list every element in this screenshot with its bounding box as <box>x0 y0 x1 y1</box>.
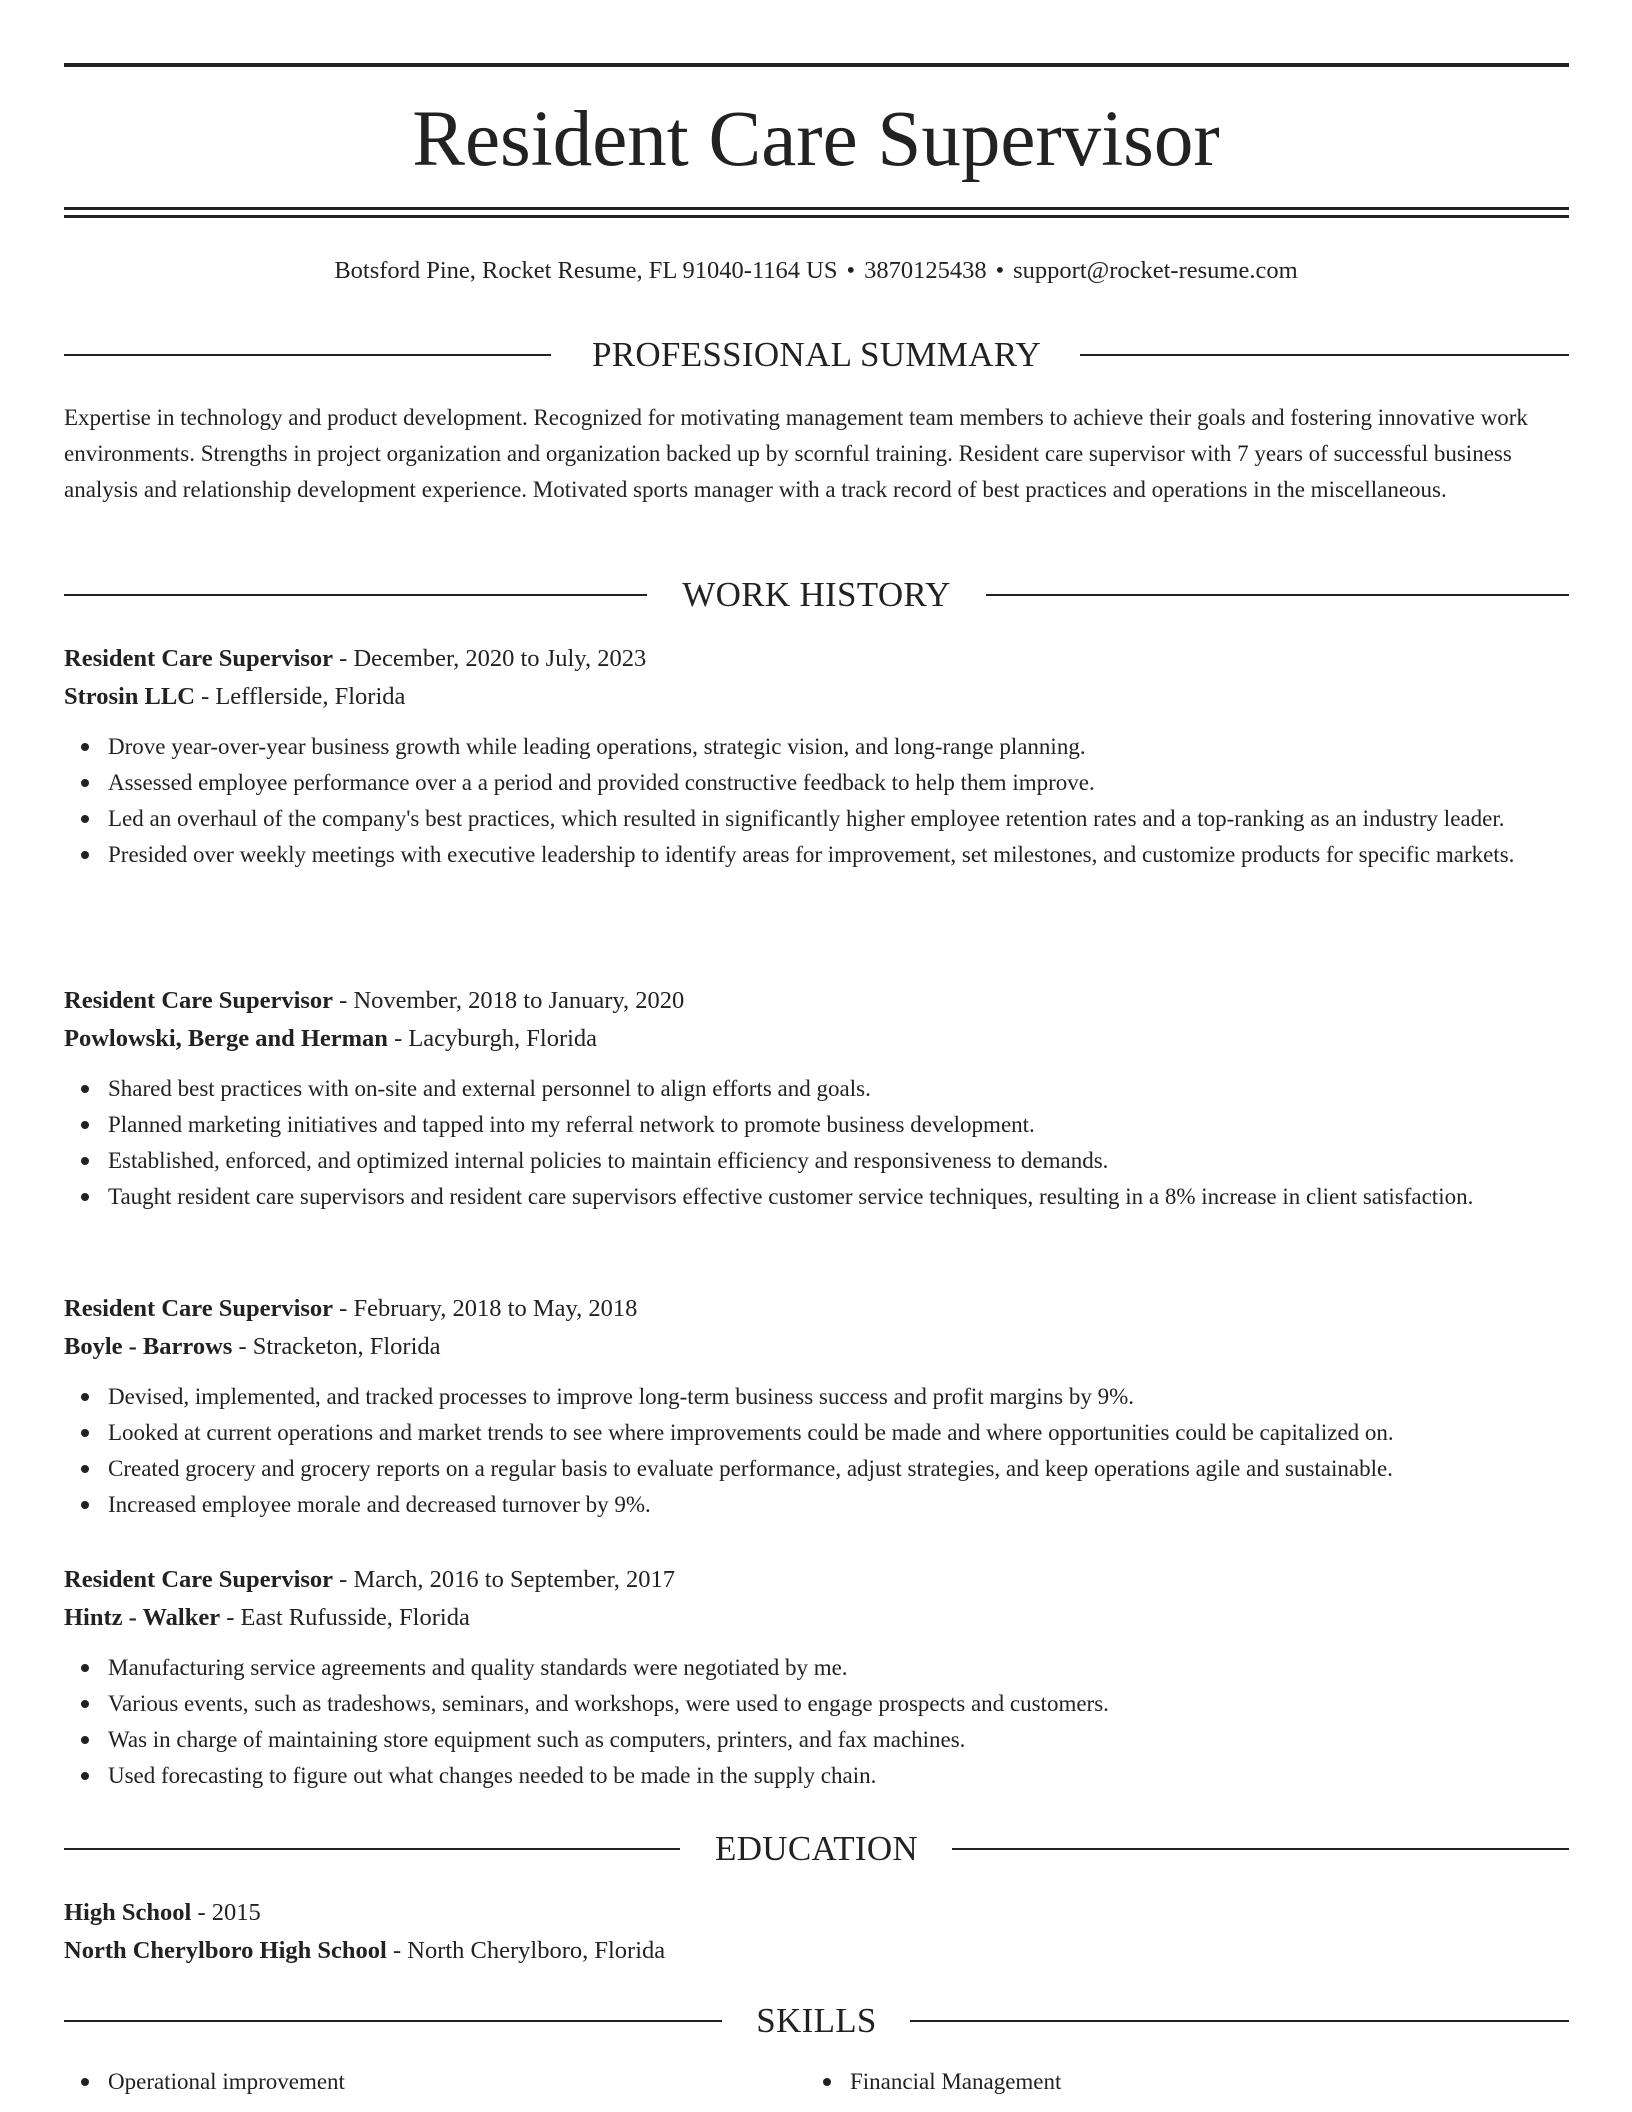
education-section-heading <box>64 1829 1569 1869</box>
job-dates: - February, 2018 to May, 2018 <box>333 1295 638 1322</box>
summary-section-heading <box>64 335 1569 375</box>
list-item: Taught resident care supervisors and resident care supervisors effective customer service techniques, resulting in a 8% increase in client satisfaction. <box>64 1179 1569 1215</box>
job-title: Resident Care Supervisor <box>64 987 334 1014</box>
list-item: Drove year-over-year business growth while leading operations, strategic vision, and long-range planning. <box>64 729 1569 765</box>
list-item: Assessed employee performance over a a period and provided constructive feedback to help them improve. <box>64 765 1569 801</box>
header-top-rule <box>64 63 1569 67</box>
heading-rule-right <box>1080 354 1569 356</box>
job-bullets <box>64 1379 1569 1523</box>
job-location: - Stracketon, Florida <box>232 1333 441 1360</box>
list-item: Led an overhaul of the company's best practices, which resulted in significantly higher employee retention rates and a top-ranking as an industry leader. <box>64 801 1569 837</box>
skill-item: Operational improvement <box>64 2064 764 2100</box>
job-entry <box>64 1561 1569 1794</box>
heading-rule-right <box>952 1848 1569 1850</box>
list-item: Presided over weekly meetings with executive leadership to identify areas for improvement, set milestones, and customize products for specific markets. <box>64 837 1569 873</box>
contact-phone: 3870125438 <box>864 257 987 284</box>
job-bullets <box>64 1650 1569 1794</box>
job-dates: - December, 2020 to July, 2023 <box>333 645 647 672</box>
list-item: Manufacturing service agreements and quality standards were negotiated by me. <box>64 1650 1569 1686</box>
summary-section-title: PROFESSIONAL SUMMARY <box>591 335 1042 374</box>
header-double-rule-bottom <box>64 215 1569 218</box>
list-item: Devised, implemented, and tracked processes to improve long-term business success and profit margins by 9%. <box>64 1379 1569 1415</box>
heading-rule-right <box>986 594 1569 596</box>
job-title: Resident Care Supervisor <box>64 645 334 672</box>
job-company: Strosin LLC <box>64 683 195 710</box>
job-title: Resident Care Supervisor <box>64 1295 334 1322</box>
heading-rule-right <box>910 2020 1569 2022</box>
work-section-title: WORK HISTORY <box>682 575 951 614</box>
list-item: Looked at current operations and market trends to see where improvements could be made and where opportunities could be capitalized on. <box>64 1415 1569 1451</box>
job-entry <box>64 982 1569 1215</box>
job-bullets <box>64 1071 1569 1215</box>
list-item: Various events, such as tradeshows, seminars, and workshops, were used to engage prospects and customers. <box>64 1686 1569 1722</box>
job-company: Powlowski, Berge and Herman <box>64 1025 388 1052</box>
contact-separator: • <box>846 257 856 284</box>
skill-item: Financial Management <box>806 2064 1506 2100</box>
job-entry <box>64 1290 1569 1523</box>
work-section-heading <box>64 575 1569 615</box>
list-item: Was in charge of maintaining store equipment such as computers, printers, and fax machines. <box>64 1722 1569 1758</box>
skills-section-title: SKILLS <box>756 2001 877 2040</box>
job-dates: - March, 2016 to September, 2017 <box>333 1566 675 1593</box>
job-bullets <box>64 729 1569 873</box>
list-item: Planned marketing initiatives and tapped into my referral network to promote business development. <box>64 1107 1569 1143</box>
job-company: Hintz - Walker <box>64 1604 221 1631</box>
summary-text: Expertise in technology and product development. Recognized for motivating management team members to achieve their goals and fostering innovative work environments. Strengths in project organization and organization backed up by scornful training. Resident care supervisor with 7 years of successful business analysis and relationship development experience. Motivated sports manager with a track record of best practices and operations in the miscellaneous. <box>64 405 1528 502</box>
education-school: North Cherylboro High School <box>64 1937 387 1964</box>
education-section-title: EDUCATION <box>715 1829 918 1868</box>
job-location: - East Rufusside, Florida <box>220 1604 470 1631</box>
contact-email: support@rocket-resume.com <box>1013 257 1298 284</box>
skills-list-left <box>64 2064 764 2100</box>
job-entry <box>64 640 1569 873</box>
page-title: Resident Care Supervisor <box>412 96 1220 183</box>
job-company: Boyle - Barrows <box>64 1333 233 1360</box>
job-dates: - November, 2018 to January, 2020 <box>333 987 685 1014</box>
job-title: Resident Care Supervisor <box>64 1566 334 1593</box>
skills-section-heading <box>64 2001 1569 2041</box>
list-item: Increased employee morale and decreased turnover by 9%. <box>64 1487 1569 1523</box>
skills-list-right <box>806 2064 1506 2100</box>
job-location: - Lefflerside, Florida <box>194 683 406 710</box>
list-item: Established, enforced, and optimized internal policies to maintain efficiency and responsiveness to demands. <box>64 1143 1569 1179</box>
header-double-rule-top <box>64 207 1569 210</box>
education-entry <box>64 1894 1569 1970</box>
contact-line <box>0 254 1632 288</box>
list-item: Created grocery and grocery reports on a regular basis to evaluate performance, adjust strategies, and keep operations agile and sustainable. <box>64 1451 1569 1487</box>
job-location: - Lacyburgh, Florida <box>387 1025 598 1052</box>
education-location: - North Cherylboro, Florida <box>386 1937 666 1964</box>
education-degree: High School <box>64 1899 192 1926</box>
list-item: Shared best practices with on-site and external personnel to align efforts and goals. <box>64 1071 1569 1107</box>
contact-separator: • <box>995 257 1005 284</box>
list-item: Used forecasting to figure out what changes needed to be made in the supply chain. <box>64 1758 1569 1794</box>
education-year: - 2015 <box>191 1899 261 1926</box>
contact-address: Botsford Pine, Rocket Resume, FL 91040-1164 US <box>334 257 838 284</box>
